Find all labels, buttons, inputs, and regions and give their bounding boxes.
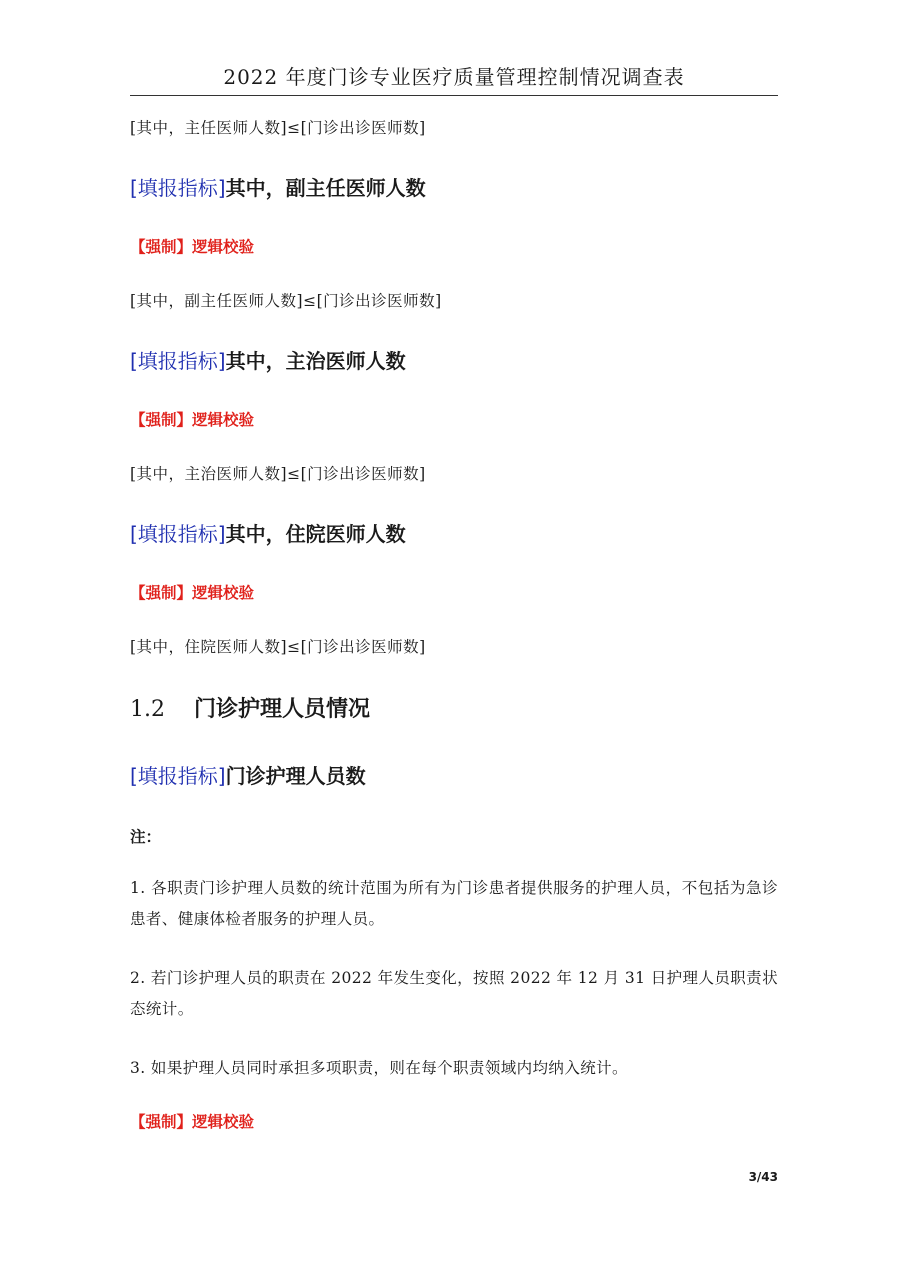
- indicator-text: 其中，住院医师人数: [225, 522, 406, 546]
- validation-rule-attending: [其中，主治医师人数]≤[门诊出诊医师数]: [130, 465, 426, 483]
- note-item-2: 2. 若门诊护理人员的职责在 2022 年发生变化，按照 2022 年 12 月 31 日护理人员职责状态统计。: [130, 969, 778, 1018]
- indicator-text: 其中，主治医师人数: [225, 349, 406, 373]
- validation-rule-resident: [其中，住院医师人数]≤[门诊出诊医师数]: [130, 638, 426, 656]
- indicator-resident: [130, 519, 790, 549]
- note-item-1: 1. 各职责门诊护理人员数的统计范围为所有为门诊患者提供服务的护理人员，不包括为急诊患者、健康体检者服务的护理人员。: [130, 879, 778, 928]
- indicator-deputy-chief: [130, 173, 790, 203]
- indicator-tag: [填报指标]: [130, 522, 226, 546]
- indicator-tag: [填报指标]: [130, 176, 226, 200]
- mandatory-check-label: 【强制】逻辑校验: [130, 411, 255, 429]
- indicator-attending: [130, 346, 790, 376]
- indicator-tag: [填报指标]: [130, 764, 226, 788]
- indicator-text: 其中，副主任医师人数: [225, 176, 426, 200]
- validation-rule-deputy-chief: [其中，副主任医师人数]≤[门诊出诊医师数]: [130, 292, 442, 310]
- mandatory-check-label: 【强制】逻辑校验: [130, 584, 255, 602]
- mandatory-check-label: 【强制】逻辑校验: [130, 1113, 255, 1131]
- indicator-text: 门诊护理人员数: [225, 764, 366, 788]
- page-header-title: 2022 年度门诊专业医疗质量管理控制情况调查表: [130, 62, 778, 96]
- section-heading: [130, 694, 790, 726]
- page-number: 3/43: [748, 1170, 778, 1184]
- indicator-tag: [填报指标]: [130, 349, 226, 373]
- mandatory-check-label: 【强制】逻辑校验: [130, 238, 255, 256]
- section-number: 1.2: [130, 697, 165, 722]
- indicator-nursing-staff: [130, 761, 790, 791]
- section-title: 门诊护理人员情况: [194, 697, 371, 722]
- note-item-3: 3. 如果护理人员同时承担多项职责，则在每个职责领域内均纳入统计。: [130, 1059, 628, 1077]
- note-label: 注：: [130, 828, 162, 846]
- validation-rule-chief: [其中，主任医师人数]≤[门诊出诊医师数]: [130, 119, 426, 137]
